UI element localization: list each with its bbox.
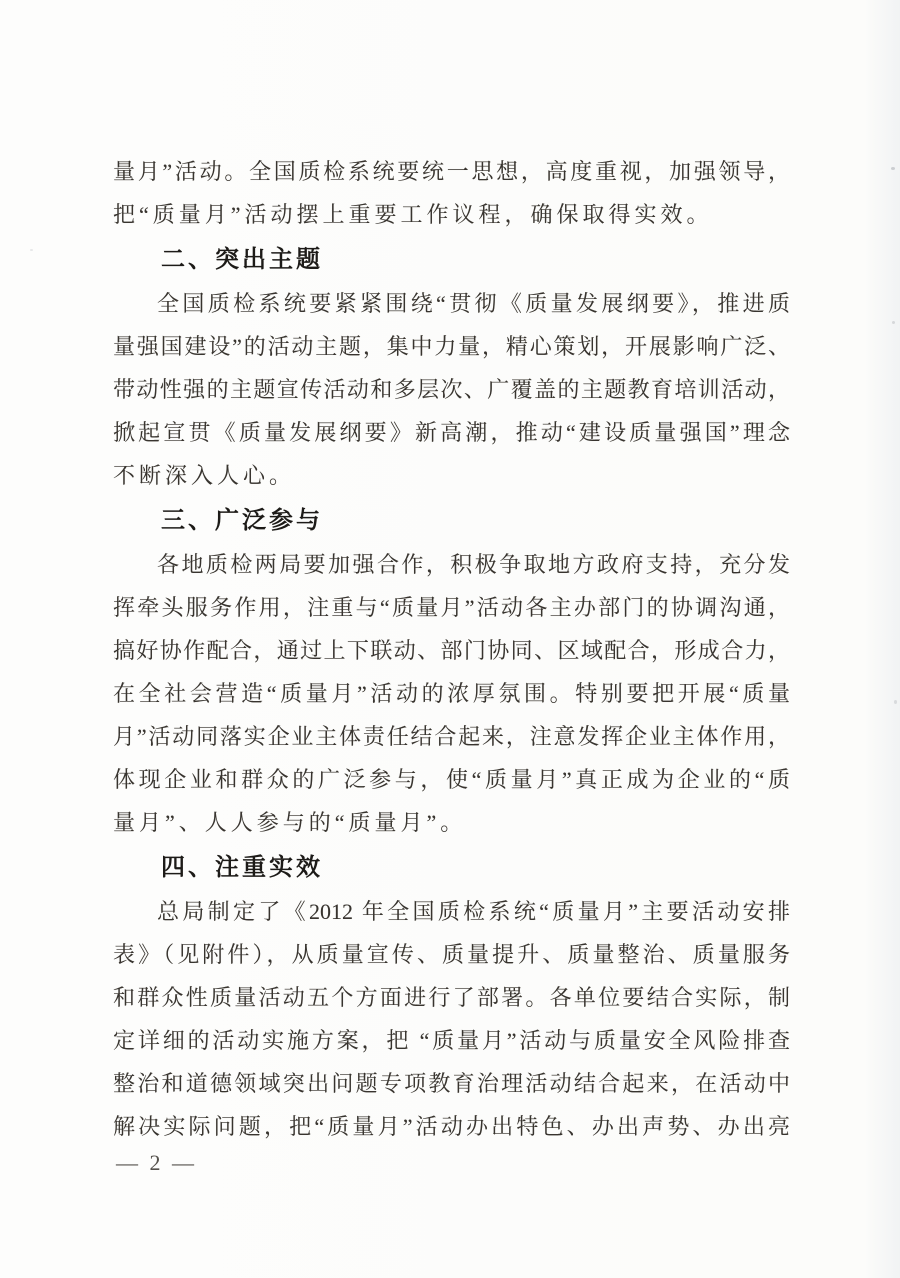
text-line: 和群众性质量活动五个方面进行了部署。各单位要结合实际，制 xyxy=(113,985,790,1010)
text-line: 整治和道德领域突出问题专项教育治理活动结合起来，在活动中 xyxy=(113,1071,790,1096)
text-line: 在全社会营造“质量月”活动的浓厚氛围。特别要把开展“质量 xyxy=(113,681,790,706)
text-line: 总局制定了《2012 年全国质检系统“质量月”主要活动安排 xyxy=(157,899,790,924)
section-heading: 四、注重实效 xyxy=(161,854,323,881)
page-number: — 2 — xyxy=(116,1150,197,1175)
text-line: 挥牵头服务作用，注重与“质量月”活动各主办部门的协调沟通， xyxy=(113,595,790,620)
text-line: 月”活动同落实企业主体责任结合起来，注意发挥企业主体作用， xyxy=(113,724,790,749)
text-line: 把“质量月”活动摆上重要工作议程，确保取得实效。 xyxy=(113,202,713,227)
text-line: 解决实际问题，把“质量月”活动办出特色、办出声势、办出亮 xyxy=(113,1114,790,1139)
text-line: 带动性强的主题宣传活动和多层次、广覆盖的主题教育培训活动， xyxy=(113,377,790,402)
section-heading: 二、突出主题 xyxy=(161,246,323,273)
scan-speck xyxy=(30,249,33,251)
scan-speck xyxy=(892,321,895,324)
text-line: 量月”、人人参与的“质量月”。 xyxy=(113,810,467,835)
scan-speck xyxy=(894,700,897,704)
scan-speck xyxy=(891,167,895,170)
text-line: 量月”活动。全国质检系统要统一思想，高度重视，加强领导， xyxy=(113,159,790,184)
text-line: 体现企业和群众的广泛参与，使“质量月”真正成为企业的“质 xyxy=(113,767,790,792)
text-line: 全国质检系统要紧紧围绕“贯彻《质量发展纲要》，推进质 xyxy=(157,291,790,316)
text-line: 搞好协作配合，通过上下联动、部门协同、区域配合，形成合力， xyxy=(113,638,790,663)
text-line: 不断深入人心。 xyxy=(113,463,296,488)
section-heading: 三、广泛参与 xyxy=(161,507,323,534)
document-body xyxy=(113,150,790,1148)
text-line: 表》（见附件），从质量宣传、质量提升、质量整治、质量服务 xyxy=(113,942,790,967)
text-line: 掀起宣贯《质量发展纲要》新高潮，推动“建设质量强国”理念 xyxy=(113,420,790,445)
text-line: 各地质检两局要加强合作，积极争取地方政府支持，充分发 xyxy=(157,552,790,577)
text-line: 定详细的活动实施方案，把 “质量月”活动与质量安全风险排查 xyxy=(113,1028,790,1053)
text-line: 量强国建设”的活动主题，集中力量，精心策划，开展影响广泛、 xyxy=(113,334,790,359)
